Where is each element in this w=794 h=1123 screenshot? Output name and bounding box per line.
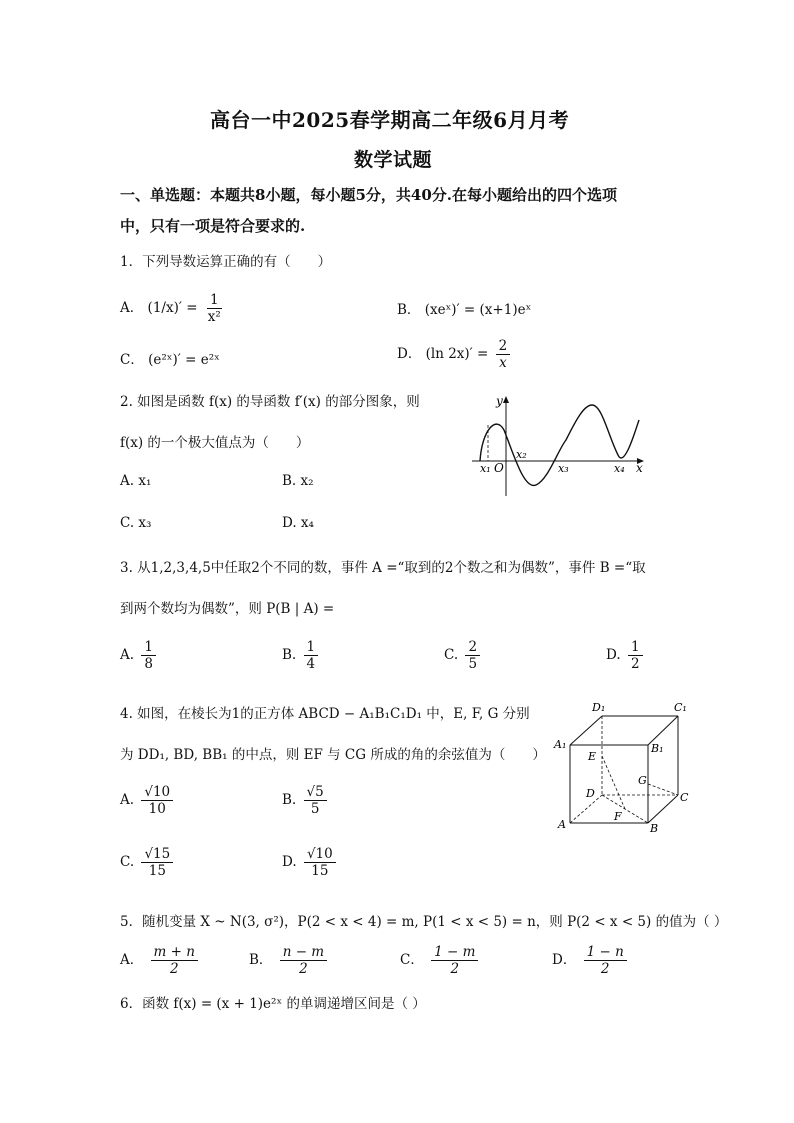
- q1-option-d: [397, 338, 513, 371]
- q1-d-num: 2: [496, 338, 511, 355]
- q1-c-expr: (e²ˣ)′ = e²ˣ: [148, 352, 220, 368]
- q4-b-label: B.: [282, 792, 297, 808]
- label-D1: D₁: [592, 701, 606, 714]
- segment-GC-hidden: [648, 784, 678, 795]
- q5-b-den: 2: [299, 961, 308, 977]
- q4-d-frac: [304, 846, 336, 879]
- q3-c-frac: [465, 639, 480, 672]
- q2-option-d: D. x₄: [282, 515, 314, 531]
- label-B: B: [650, 822, 659, 835]
- q1-a-den: x²: [207, 309, 221, 325]
- q5-d-num: 1 − n: [584, 944, 627, 961]
- q5-a-frac: [151, 944, 198, 977]
- q1-option-a: [120, 292, 227, 325]
- q1-a-label: A．: [120, 300, 144, 316]
- page-title: 高台一中2025春学期高二年级6月月考: [210, 108, 570, 132]
- q1-option-b: [397, 298, 531, 318]
- q5-d-label: D．: [552, 952, 577, 968]
- q3-a-label: A.: [120, 647, 135, 663]
- edge-BC: [648, 795, 678, 823]
- section-heading-line1: 一、单选题：本题共8小题，每小题5分，共40分.在每小题给出的四个选项: [120, 186, 617, 204]
- q5-b-frac: [280, 944, 327, 977]
- q5-option-a: [120, 944, 201, 977]
- q4-option-d: [282, 846, 339, 879]
- q4-d-num: √10: [304, 846, 336, 863]
- q3-option-a: [120, 639, 159, 672]
- q4-b-num: √5: [304, 784, 327, 801]
- q3-c-den: 5: [468, 656, 478, 672]
- q1-b-expr: (xeˣ)′ = (x+1)eˣ: [424, 302, 532, 318]
- q4-c-num: √15: [141, 846, 173, 863]
- q4-option-a: [120, 784, 176, 817]
- q2-option-b: B. x₂: [282, 473, 314, 489]
- q5-a-num: m + n: [151, 944, 198, 961]
- q5-d-den: 2: [600, 961, 610, 977]
- label-E: E: [588, 750, 597, 763]
- q6-stem: 6．函数 f(x) = (x + 1)e²ˣ 的单调递增区间是（ ）: [120, 996, 426, 1012]
- q5-c-frac: [431, 944, 478, 977]
- q4-d-label: D.: [282, 854, 297, 870]
- label-B1: B₁: [651, 742, 664, 755]
- q4-a-label: A.: [120, 792, 135, 808]
- graph-y-label: y: [496, 394, 503, 408]
- q4-option-c: [120, 846, 176, 879]
- q1-a-num: 1: [207, 292, 222, 309]
- q5-option-c: [400, 944, 481, 977]
- q3-option-d: [606, 639, 646, 672]
- q4-b-frac: [304, 784, 327, 817]
- q4-c-frac: [141, 846, 173, 879]
- label-F: F: [614, 810, 622, 823]
- q3-b-label: B.: [282, 647, 297, 663]
- q1-c-label: C．: [120, 352, 144, 368]
- q5-b-label: B．: [249, 952, 273, 968]
- graph-x2-label: x₂: [516, 448, 527, 461]
- q3-a-frac: [141, 639, 156, 672]
- q2-stem-line1: 2. 如图是函数 f(x) 的导函数 f′(x) 的部分图象，则: [120, 394, 420, 410]
- q4-a-den: 10: [148, 801, 166, 817]
- q2-derivative-graph: [466, 390, 652, 502]
- q5-c-num: 1 − m: [431, 944, 478, 961]
- q5-c-label: C．: [400, 952, 424, 968]
- label-A: A: [558, 818, 566, 831]
- q4-c-label: C.: [120, 854, 135, 870]
- q1-d-frac: [496, 338, 511, 371]
- q3-d-frac: [628, 639, 643, 672]
- graph-x1-label: x₁: [480, 462, 491, 475]
- label-G: G: [638, 774, 647, 787]
- q1-d-expr: (ln 2x)′ =: [425, 346, 489, 362]
- q3-d-den: 2: [630, 656, 640, 672]
- section-heading-line2: 中，只有一项是符合要求的.: [120, 217, 306, 235]
- q5-a-label: A．: [120, 952, 144, 968]
- label-C1: C₁: [674, 701, 687, 714]
- q1-a-frac: [205, 292, 224, 325]
- q3-c-num: 2: [465, 639, 480, 656]
- q3-a-den: 8: [144, 656, 153, 672]
- q5-c-den: 2: [450, 961, 460, 977]
- edge-B1C1: [648, 716, 678, 745]
- q3-a-num: 1: [141, 639, 156, 656]
- graph-x-label: x: [636, 461, 643, 475]
- edge-A1D1: [570, 716, 602, 745]
- q1-b-label: B．: [397, 302, 421, 318]
- q3-c-label: C.: [444, 647, 459, 663]
- q1-option-c: [120, 348, 220, 368]
- q3-d-num: 1: [628, 639, 643, 656]
- label-C: C: [680, 791, 689, 804]
- q5-b-num: n − m: [280, 944, 327, 961]
- q2-option-a: A. x₁: [120, 473, 152, 489]
- q5-option-b: [249, 944, 330, 977]
- q3-d-label: D.: [606, 647, 621, 663]
- q5-option-d: [552, 944, 630, 977]
- page-subtitle: 数学试题: [354, 149, 433, 171]
- q4-a-frac: [141, 784, 173, 817]
- q3-option-c: [444, 639, 483, 672]
- q4-a-num: √10: [141, 784, 173, 801]
- graph-origin-label: O: [494, 461, 504, 475]
- q4-cube-figure: [552, 696, 698, 836]
- q4-d-den: 15: [311, 863, 329, 879]
- q1-a-expr: (1/x)′ =: [147, 300, 198, 316]
- label-A1: A₁: [554, 738, 567, 751]
- graph-x4-label: x₄: [614, 462, 625, 475]
- q3-stem-line1: 3. 从1,2,3,4,5中任取2个不同的数，事件 A =“取到的2个数之和为偶数”，事件 B =“取: [120, 560, 646, 576]
- q1-d-den: x: [499, 355, 507, 371]
- q4-option-b: [282, 784, 330, 817]
- q3-b-frac: [304, 639, 319, 672]
- segment-EF-hidden: [602, 756, 625, 809]
- q4-c-den: 15: [148, 863, 166, 879]
- q3-b-num: 1: [304, 639, 319, 656]
- q2-option-c: C. x₃: [120, 515, 152, 531]
- q5-d-frac: [584, 944, 627, 977]
- q4-stem-line2: 为 DD₁, BD, BB₁ 的中点，则 EF 与 CG 所成的角的余弦值为（ ）: [120, 747, 546, 763]
- q2-stem-line2: f(x) 的一个极大值点为（ ）: [120, 435, 310, 451]
- graph-x3-label: x₃: [558, 462, 569, 475]
- graph-y-arrow: [503, 396, 509, 403]
- q5-stem: 5．随机变量 X ~ N(3, σ²)，P(2 < x < 4) = m, P(1 < x < 5) = n，则 P(2 < x < 5) 的值为（ ）: [120, 914, 728, 930]
- q3-option-b: [282, 639, 321, 672]
- q3-b-den: 4: [306, 656, 316, 672]
- q4-stem-line1: 4. 如图，在棱长为1的正方体 ABCD − A₁B₁C₁D₁ 中，E, F, G 分别: [120, 706, 530, 722]
- q3-stem-line2: 到两个数均为偶数”，则 P(B | A) =: [120, 601, 335, 617]
- q4-b-den: 5: [310, 801, 320, 817]
- q5-a-den: 2: [169, 961, 179, 977]
- q1-stem: 1．下列导数运算正确的有（ ）: [120, 254, 332, 270]
- q1-d-label: D．: [397, 346, 422, 362]
- label-D: D: [586, 787, 595, 800]
